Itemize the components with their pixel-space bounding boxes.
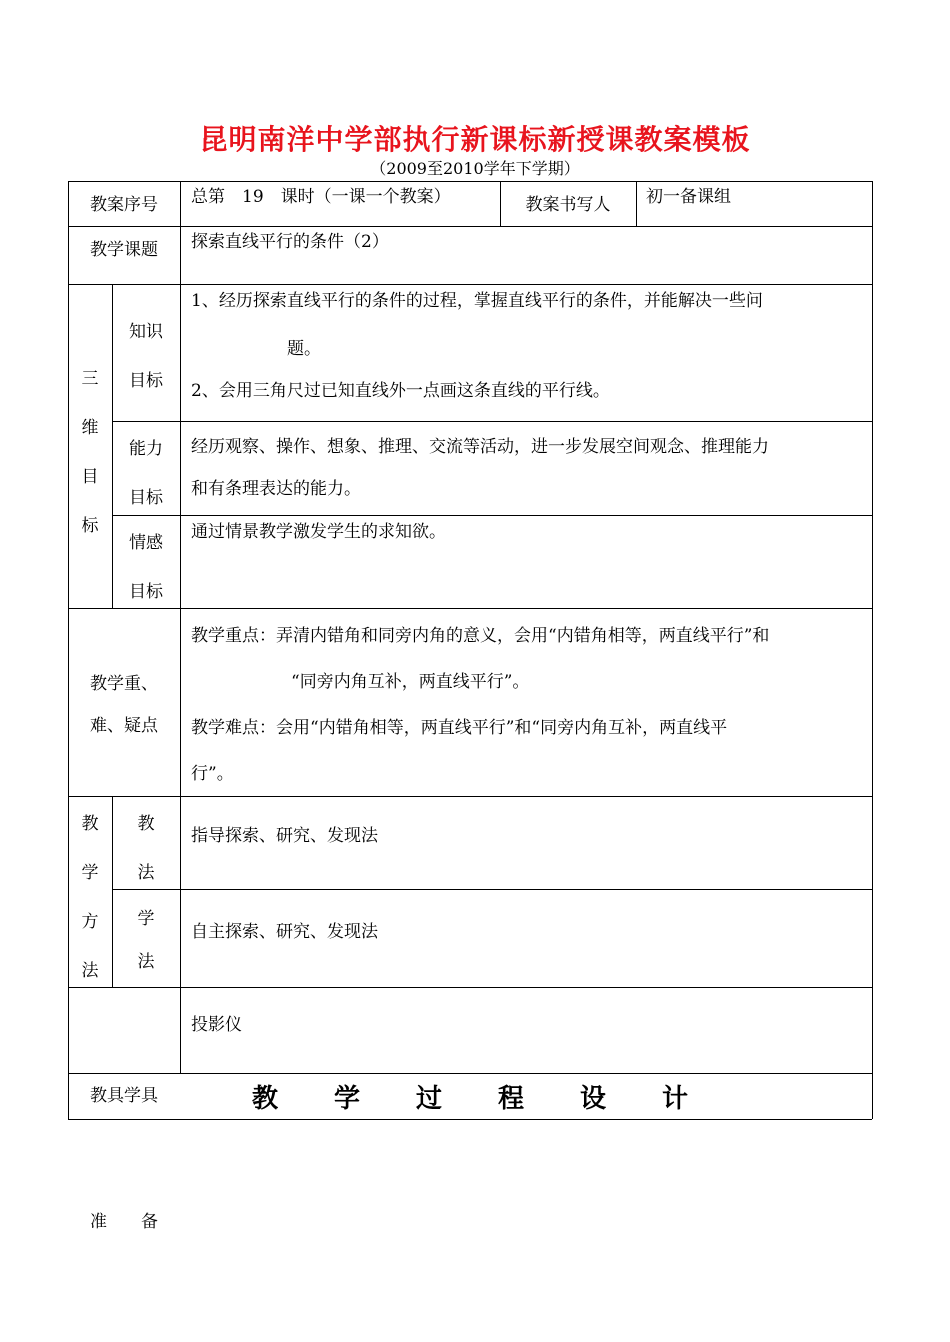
writer-label: 教案书写人	[525, 195, 611, 215]
content-line: 经历观察、操作、想象、推理、交流等活动，进一步发展空间观念、推理能力	[191, 437, 769, 457]
content-line: 和有条理表达的能力。	[191, 479, 361, 499]
teaching-method-value: 指导探索、研究、发现法	[191, 826, 378, 846]
key-points-content	[191, 613, 866, 797]
tools-value: 投影仪	[191, 1015, 242, 1035]
heading-char: 设	[580, 1083, 607, 1114]
row-divider	[68, 608, 872, 609]
heading-char: 计	[662, 1083, 689, 1114]
label-char: 标	[81, 516, 99, 536]
lesson-number-value: 总第 19 课时（一课一个教案）	[191, 187, 451, 207]
label-char: 法	[81, 961, 99, 981]
content-line: 通过情景教学激发学生的求知欲。	[191, 522, 446, 542]
label-line: 教学重、	[90, 674, 158, 694]
content-line: 题。	[287, 339, 321, 359]
heading-char: 过	[415, 1083, 442, 1114]
label-line: 难、疑点	[90, 716, 158, 736]
row-divider	[68, 284, 872, 285]
learning-method-value: 自主探索、研究、发现法	[191, 922, 378, 942]
content-line: 教学重点：弄清内错角和同旁内角的意义，会用“内错角相等，两直线平行”和	[191, 626, 770, 646]
label-line: 目标	[129, 582, 163, 602]
content-line: 教学难点：会用“内错角相等，两直线平行”和“同旁内角互补，两直线平	[191, 718, 728, 738]
three-dimension-goals-label	[68, 355, 112, 551]
knowledge-goal-content	[191, 288, 866, 404]
label-char: 教	[81, 814, 99, 834]
lesson-number-label: 教案序号	[90, 195, 158, 215]
label-char: 学	[81, 863, 99, 883]
label-char: 学	[137, 909, 155, 929]
topic-value: 探索直线平行的条件（2）	[191, 232, 389, 252]
label-char: 维	[81, 418, 99, 438]
row-divider	[112, 421, 872, 422]
label-line: 目标	[129, 488, 163, 508]
column-divider	[636, 181, 637, 226]
table-border-top	[68, 181, 872, 182]
label-char: 三	[81, 369, 99, 389]
teaching-method-label	[112, 800, 180, 898]
label-line: 教具学具	[90, 1086, 158, 1106]
heading-char: 学	[333, 1083, 360, 1114]
label-char: 法	[137, 863, 155, 883]
document-title: 昆明南洋中学部执行新课标新授课教案模板	[199, 123, 751, 156]
ability-goal-content	[191, 426, 866, 510]
content-line: 行”。	[191, 764, 234, 784]
emotion-goal-label	[112, 519, 180, 617]
content-line: “同旁内角互补，两直线平行”。	[291, 672, 530, 692]
tools-label	[68, 991, 180, 1285]
ability-goal-label	[112, 425, 180, 523]
row-divider	[112, 515, 872, 516]
label-char: 教	[137, 814, 155, 834]
learning-method-label	[112, 898, 180, 984]
label-line: 目标	[129, 371, 163, 391]
table-border-bottom	[68, 1119, 872, 1120]
content-line: 2、会用三角尺过已知直线外一点画这条直线的平行线。	[191, 381, 610, 401]
heading-char: 教	[251, 1083, 278, 1114]
label-line: 知识	[129, 322, 163, 342]
label-char: 目	[81, 467, 99, 487]
heading-char: 程	[498, 1083, 525, 1114]
table-border-right	[872, 181, 873, 1119]
label-char: 方	[81, 912, 99, 932]
row-divider	[68, 226, 872, 227]
writer-value: 初一备课组	[646, 187, 731, 207]
column-divider	[180, 181, 181, 1073]
emotion-goal-content	[191, 520, 866, 544]
label-line: 能力	[129, 439, 163, 459]
row-divider	[112, 889, 872, 890]
content-line: 1、经历探索直线平行的条件的过程，掌握直线平行的条件，并能解决一些问	[191, 291, 763, 311]
knowledge-goal-label	[112, 308, 180, 406]
label-line: 情感	[129, 533, 163, 553]
label-line: 准 备	[90, 1212, 158, 1232]
key-points-label	[68, 663, 180, 747]
teaching-methods-label	[68, 800, 112, 996]
teaching-process-design-heading	[68, 1073, 872, 1119]
topic-label: 教学课题	[90, 240, 158, 260]
document-subtitle: （2009至2010学年下学期）	[370, 159, 580, 178]
row-divider	[68, 987, 872, 988]
label-char: 法	[137, 952, 155, 972]
